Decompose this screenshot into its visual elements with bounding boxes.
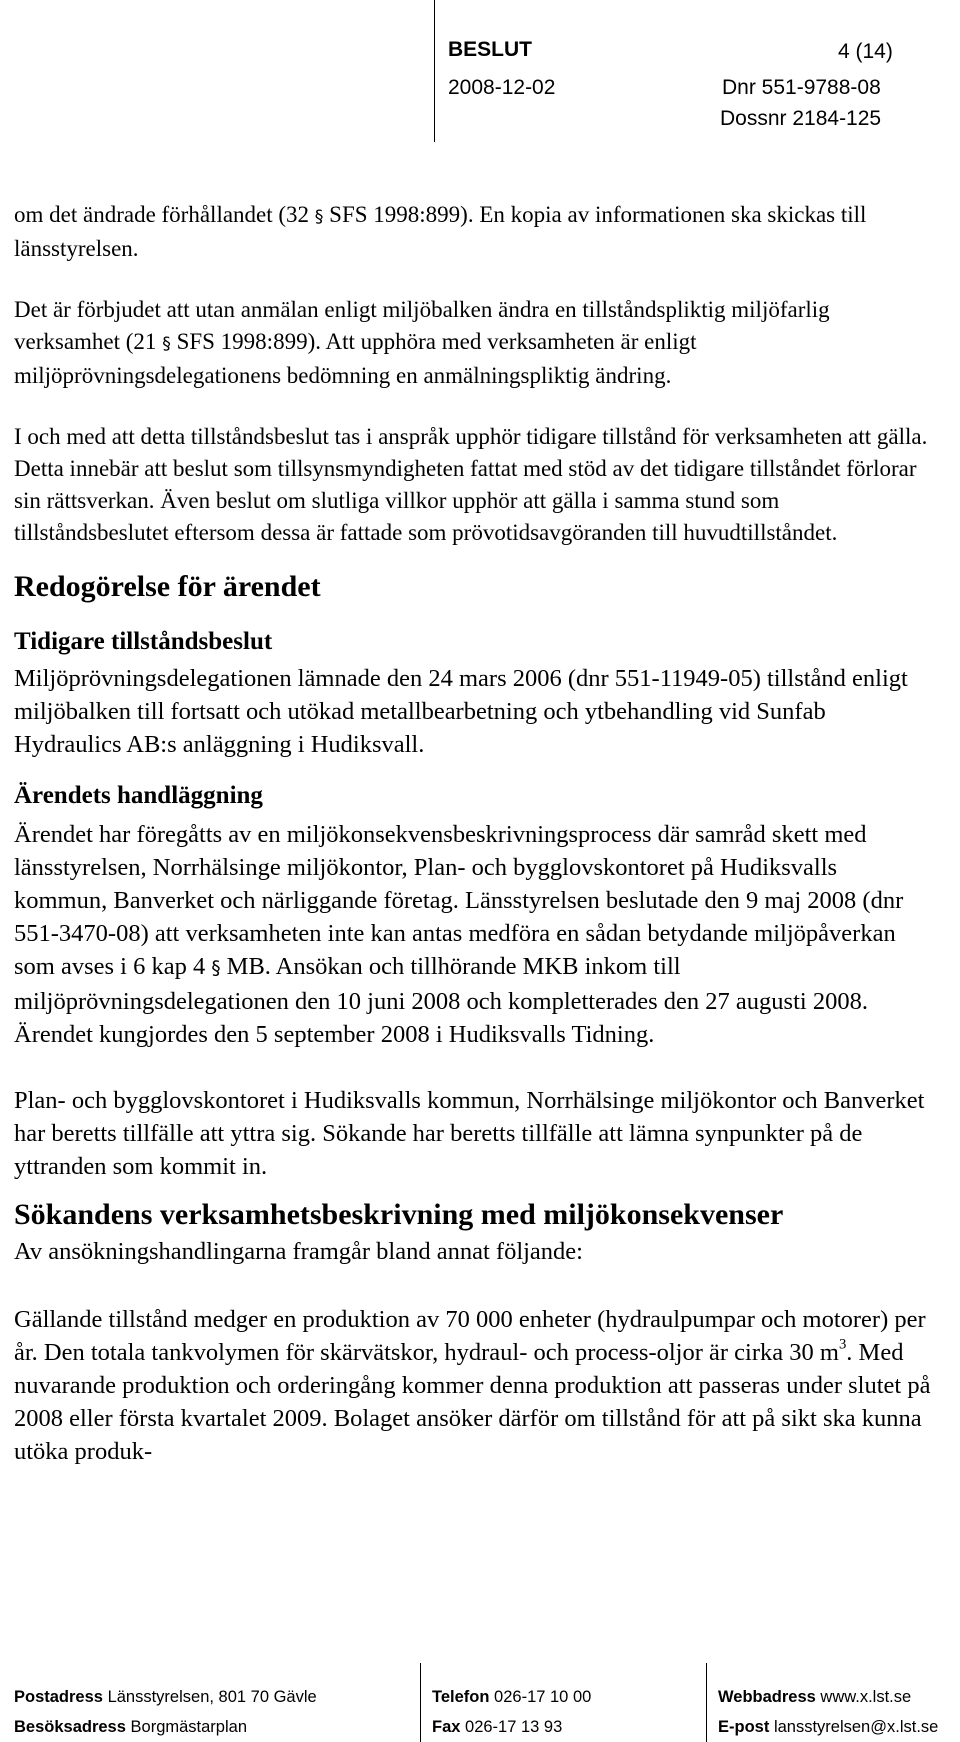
paragraph-production: Gällande tillstånd medger en produktion av 70 000 enheter (hydraulpumpar och motorer) per år. Den totala tankvolymen för skärvätskor, hydraul- och process-oljor är cirka 30 $m^3$. Med nuvarande produktion och orderingång kommer denna produktion att passeras under slutet på 2008 eller första kvartalet 2009. Bolaget ansöker därför om tillstånd för att på sikt ska kunna utöka produk- [14,1306,931,1465]
footer-besoksadress: Besöksadress Borgmästarplan [14,1718,247,1736]
paragraph-notification: om det ändrade förhållandet (32 § SFS 1998:899). En kopia av informationen ska skickas till länsstyrelsen. [14,202,867,261]
heading-arendets-handlaggning: Ärendets handläggning [14,782,263,809]
footer-fax: Fax 026-17 13 93 [432,1718,563,1736]
footer-divider-1 [420,1663,421,1742]
heading-tidigare-tillstandsbeslut: Tidigare tillståndsbeslut [14,628,273,655]
paragraph-consultation: Plan- och bygglovskontoret i Hudiksvalls kommun, Norrhälsinge miljökontor och Banverket har beretts tillfälle att yttra sig. Sökande har beretts tillfälle att lämna synpunkter på de yttranden som kommit in. [14,1087,925,1180]
footer-webbadress: Webbadress www.x.lst.se [718,1688,912,1706]
heading-redogorelse: Redogörelse för ärendet [14,570,321,603]
footer-divider-2 [706,1663,707,1742]
paragraph-application-intro: Av ansökningshandlingarna framgår bland annat följande: [14,1238,583,1265]
document-body [14,199,934,1468]
footer-epost: E-post lansstyrelsen@x.lst.se [718,1718,939,1736]
dnr-number: Dnr 551-9788-08 [722,76,881,99]
footer-telefon: Telefon 026-17 10 00 [432,1688,592,1706]
footer-postadress: Postadress Länsstyrelsen, 801 70 Gävle [14,1688,317,1706]
paragraph-previous-permits: I och med att detta tillståndsbeslut tas i anspråk upphör tidigare tillstånd för verksamheten att gälla. Detta innebär att beslut som tillsynsmyndigheten fattat med stöd av det tidigare tillståndet förlorar sin rättsverkan. Även beslut om slutliga villkor upphör att gälla i samma stund som tillståndsbeslutet eftersom dessa är fattade som prövotidsavgöranden till huvudtillståndet. [14,424,928,545]
header-divider [434,0,435,142]
heading-sokandens-verksamhetsbeskrivning: Sökandens verksamhetsbeskrivning med miljökonsekvenser [14,1198,784,1231]
decision-date: 2008-12-02 [448,76,556,99]
paragraph-previous-decision: Miljöprövningsdelegationen lämnade den 24 mars 2006 (dnr 551-11949-05) tillstånd enligt miljöbalken till fortsatt och utökad metallbearbetning och ytbehandling vid Sunfab Hydraulics AB:s anläggning i Hudiksvall. [14,665,908,758]
paragraph-prohibition: Det är förbjudet att utan anmälan enligt miljöbalken ändra en tillståndspliktig miljöfarlig verksamhet (21 § SFS 1998:899). Att upphöra med verksamheten är enligt miljöprövningsdelegationens bedömning en anmälningspliktig ändring. [14,297,830,388]
paragraph-case-handling: Ärendet har föregåtts av en miljökonsekvensbeskrivningsprocess där samråd skett med länsstyrelsen, Norrhälsinge miljökontor, Plan- och bygglovskontoret på Hudiksvalls kommun, Banverket och närliggande företag. Länsstyrelsen beslutade den 9 maj 2008 (dnr 551-3470-08) att verksamheten inte kan antas medföra en sådan betydande miljöpåverkan som avses i 6 kap 4 § MB. Ansökan och tillhörande MKB inkom till miljöprövningsdelegationen den 10 juni 2008 och kompletterades den 27 augusti 2008. Ärendet kungjordes den 5 september 2008 i Hudiksvalls Tidning. [14,821,904,1048]
page-number: 4 (14) [838,40,893,63]
dossnr-number: Dossnr 2184-125 [720,107,882,130]
doc-type: BESLUT [448,38,532,61]
